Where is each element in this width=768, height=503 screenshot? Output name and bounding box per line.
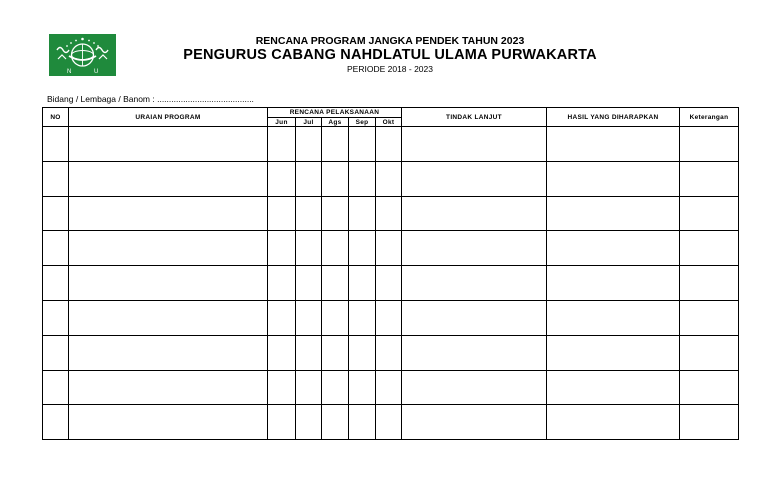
program-table <box>42 107 739 440</box>
jul-cell <box>296 370 322 405</box>
sep-cell <box>349 127 376 162</box>
ags-cell <box>322 231 349 266</box>
ags-cell <box>322 196 349 231</box>
month-jun: Jun <box>268 118 296 127</box>
tindak-lanjut-cell <box>402 127 547 162</box>
keterangan-cell <box>680 231 739 266</box>
header-keterangan: Keterangan <box>680 108 739 127</box>
uraian-cell <box>69 335 268 370</box>
jul-cell <box>296 300 322 335</box>
tindak-lanjut-cell <box>402 405 547 440</box>
okt-cell <box>376 127 402 162</box>
period-label: PERIODE 2018 - 2023 <box>347 64 433 74</box>
nu-logo <box>49 34 116 76</box>
header-rencana-pelaksanaan: RENCANA PELAKSANAAN <box>268 108 402 118</box>
keterangan-cell <box>680 161 739 196</box>
jul-cell <box>296 231 322 266</box>
ags-cell <box>322 405 349 440</box>
jul-cell <box>296 161 322 196</box>
keterangan-cell <box>680 370 739 405</box>
keterangan-cell <box>680 300 739 335</box>
sep-cell <box>349 335 376 370</box>
table-row <box>43 405 739 440</box>
uraian-cell <box>69 231 268 266</box>
okt-cell <box>376 161 402 196</box>
uraian-cell <box>69 161 268 196</box>
sep-cell <box>349 231 376 266</box>
no-cell <box>43 405 69 440</box>
keterangan-cell <box>680 127 739 162</box>
ags-cell <box>322 266 349 301</box>
no-cell <box>43 300 69 335</box>
logo-letter-n: N <box>67 69 72 75</box>
hasil-cell <box>547 161 680 196</box>
month-ags: Ags <box>322 118 349 127</box>
uraian-cell <box>69 127 268 162</box>
hasil-cell <box>547 266 680 301</box>
tindak-lanjut-cell <box>402 196 547 231</box>
jun-cell <box>268 335 296 370</box>
document-title: RENCANA PROGRAM JANGKA PENDEK TAHUN 2023 <box>255 35 525 47</box>
keterangan-cell <box>680 335 739 370</box>
table-row <box>43 231 739 266</box>
jun-cell <box>268 300 296 335</box>
okt-cell <box>376 370 402 405</box>
keterangan-cell <box>680 196 739 231</box>
okt-cell <box>376 231 402 266</box>
jul-cell <box>296 405 322 440</box>
table-row <box>43 300 739 335</box>
no-cell <box>43 231 69 266</box>
jun-cell <box>268 370 296 405</box>
tindak-lanjut-cell <box>402 231 547 266</box>
okt-cell <box>376 405 402 440</box>
sep-cell <box>349 266 376 301</box>
tindak-lanjut-cell <box>402 370 547 405</box>
ags-cell <box>322 161 349 196</box>
table-row <box>43 335 739 370</box>
no-cell <box>43 127 69 162</box>
ags-cell <box>322 335 349 370</box>
uraian-cell <box>69 196 268 231</box>
tindak-lanjut-cell <box>402 335 547 370</box>
keterangan-cell <box>680 405 739 440</box>
uraian-cell <box>69 405 268 440</box>
table-row <box>43 266 739 301</box>
jul-cell <box>296 266 322 301</box>
hasil-cell <box>547 127 680 162</box>
header-no: NO <box>43 108 69 127</box>
jul-cell <box>296 335 322 370</box>
jun-cell <box>268 161 296 196</box>
jun-cell <box>268 405 296 440</box>
document-header <box>160 35 620 75</box>
hasil-cell <box>547 405 680 440</box>
ags-cell <box>322 370 349 405</box>
tindak-lanjut-cell <box>402 161 547 196</box>
no-cell <box>43 370 69 405</box>
month-okt: Okt <box>376 118 402 127</box>
hasil-cell <box>547 370 680 405</box>
program-rows <box>43 127 739 440</box>
ags-cell <box>322 300 349 335</box>
okt-cell <box>376 266 402 301</box>
hasil-cell <box>547 196 680 231</box>
hasil-cell <box>547 231 680 266</box>
hasil-cell <box>547 300 680 335</box>
jul-cell <box>296 127 322 162</box>
no-cell <box>43 266 69 301</box>
month-jul: Jul <box>296 118 322 127</box>
keterangan-cell <box>680 266 739 301</box>
sep-cell <box>349 405 376 440</box>
no-cell <box>43 335 69 370</box>
okt-cell <box>376 335 402 370</box>
month-sep: Sep <box>349 118 376 127</box>
jun-cell <box>268 231 296 266</box>
header-hasil-diharapkan: HASIL YANG DIHARAPKAN <box>547 108 680 127</box>
organization-name: PENGURUS CABANG NAHDLATUL ULAMA PURWAKARTA <box>183 47 597 63</box>
sep-cell <box>349 300 376 335</box>
no-cell <box>43 161 69 196</box>
jun-cell <box>268 196 296 231</box>
header-tindak-lanjut: TINDAK LANJUT <box>402 108 547 127</box>
sep-cell <box>349 370 376 405</box>
ags-cell <box>322 127 349 162</box>
table-row <box>43 196 739 231</box>
uraian-cell <box>69 266 268 301</box>
okt-cell <box>376 196 402 231</box>
tindak-lanjut-cell <box>402 300 547 335</box>
okt-cell <box>376 300 402 335</box>
jun-cell <box>268 266 296 301</box>
header-uraian-program: URAIAN PROGRAM <box>69 108 268 127</box>
table-row <box>43 161 739 196</box>
jun-cell <box>268 127 296 162</box>
table-row <box>43 370 739 405</box>
sep-cell <box>349 161 376 196</box>
jul-cell <box>296 196 322 231</box>
sep-cell <box>349 196 376 231</box>
tindak-lanjut-cell <box>402 266 547 301</box>
table-row <box>43 127 739 162</box>
hasil-cell <box>547 335 680 370</box>
bidang-label: Bidang / Lembaga / Banom : ......................................... <box>47 94 254 104</box>
uraian-cell <box>69 300 268 335</box>
logo-letter-u: U <box>94 69 99 75</box>
no-cell <box>43 196 69 231</box>
uraian-cell <box>69 370 268 405</box>
